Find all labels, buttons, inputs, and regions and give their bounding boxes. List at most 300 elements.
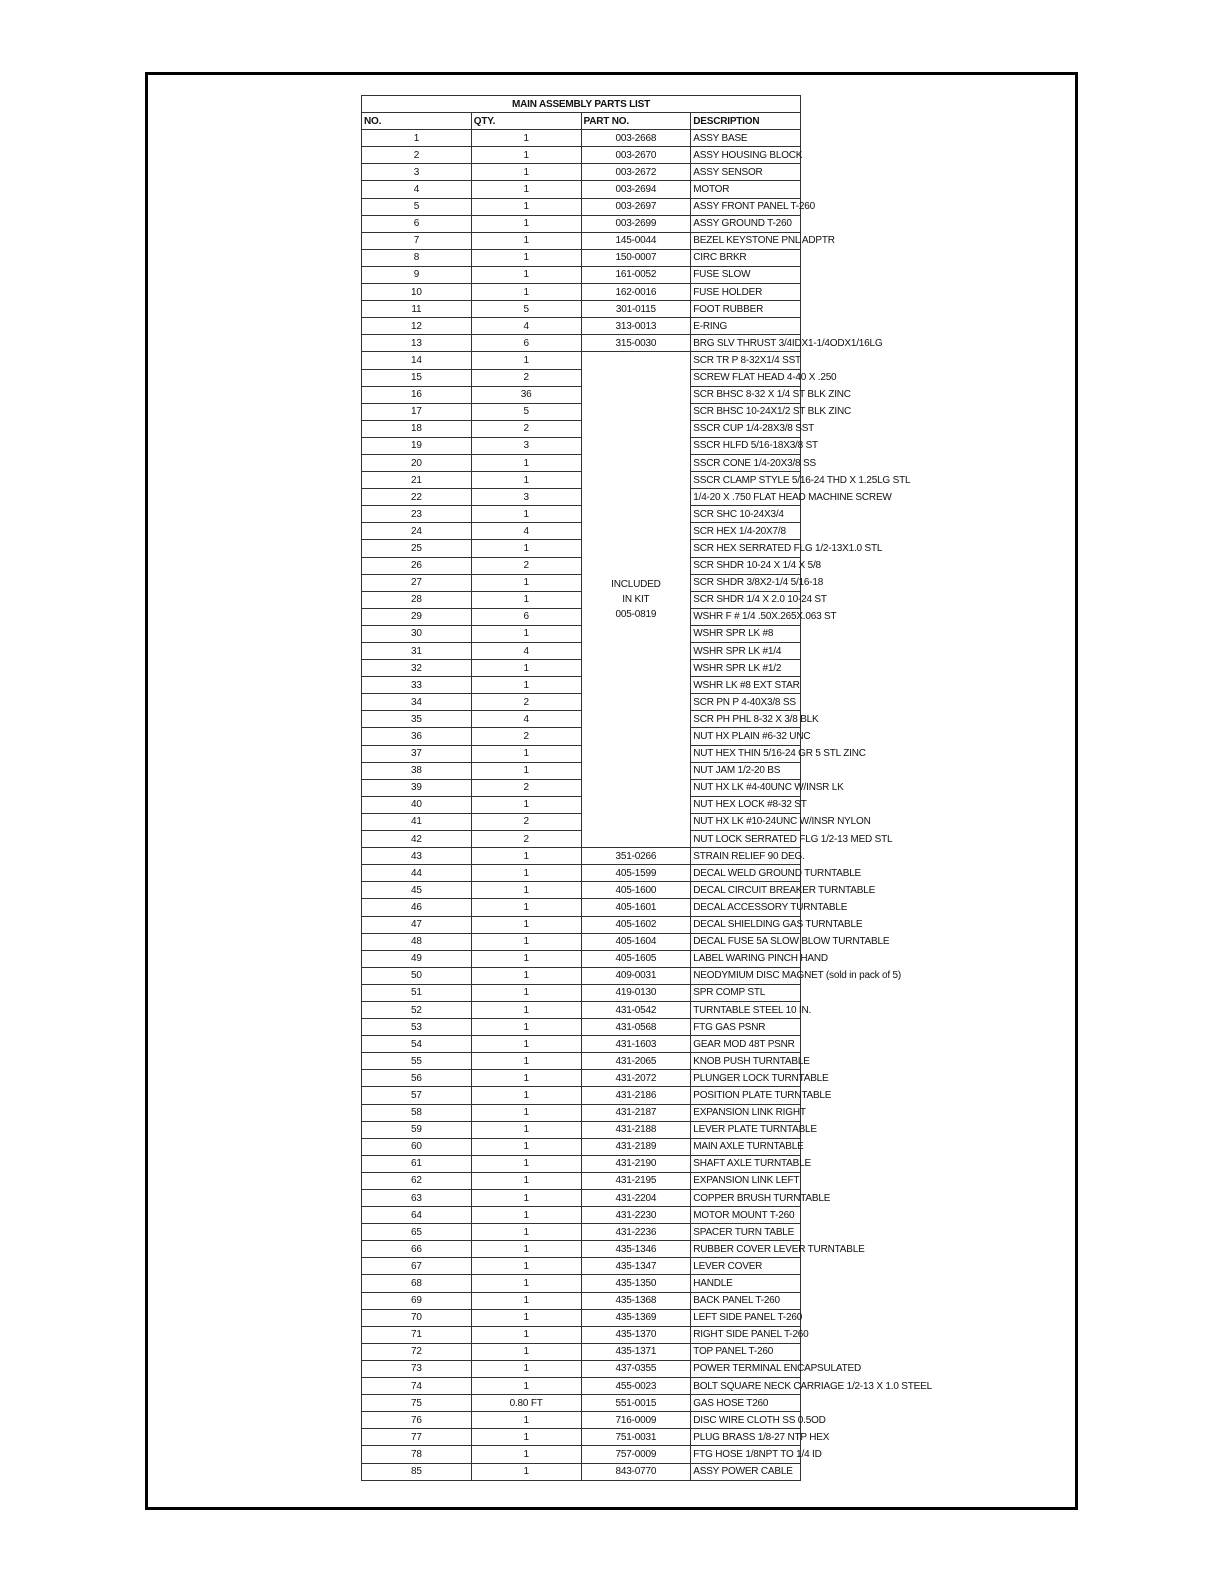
cell-no: 38: [362, 762, 472, 779]
cell-qty: 1: [471, 1121, 581, 1138]
cell-no: 65: [362, 1224, 472, 1241]
cell-no: 78: [362, 1446, 472, 1463]
cell-no: 68: [362, 1275, 472, 1292]
cell-no: 58: [362, 1104, 472, 1121]
cell-no: 76: [362, 1412, 472, 1429]
cell-no: 46: [362, 899, 472, 916]
cell-qty: 1: [471, 660, 581, 677]
cell-qty: 1: [471, 1190, 581, 1207]
table-title-row: [362, 96, 801, 113]
cell-no: 2: [362, 147, 472, 164]
cell-description: MAIN AXLE TURNTABLE: [691, 1138, 801, 1155]
cell-description: RIGHT SIDE PANEL T-260: [691, 1326, 801, 1343]
cell-description: SSCR CONE 1/4-20X3/8 SS: [691, 454, 801, 471]
table-row: [362, 1087, 801, 1104]
cell-qty: 2: [471, 728, 581, 745]
cell-no: 22: [362, 489, 472, 506]
cell-qty: 4: [471, 643, 581, 660]
cell-part-no: 455-0023: [581, 1378, 691, 1395]
cell-description: LEFT SIDE PANEL T-260: [691, 1309, 801, 1326]
cell-no: 63: [362, 1190, 472, 1207]
cell-description: NUT HX LK #4-40UNC W/INSR LK: [691, 779, 801, 796]
cell-qty: 1: [471, 933, 581, 950]
kit-note-line: IN KIT: [622, 594, 650, 606]
cell-no: 21: [362, 472, 472, 489]
table-row: [362, 1019, 801, 1036]
cell-qty: 1: [471, 1292, 581, 1309]
cell-no: 1: [362, 130, 472, 147]
cell-description: PLUNGER LOCK TURNTABLE: [691, 1070, 801, 1087]
cell-qty: 3: [471, 437, 581, 454]
table-row: [362, 916, 801, 933]
cell-qty: 6: [471, 335, 581, 352]
table-row: [362, 1172, 801, 1189]
cell-no: 28: [362, 591, 472, 608]
cell-no: 33: [362, 677, 472, 694]
cell-description: DECAL ACCESSORY TURNTABLE: [691, 899, 801, 916]
table-row: [362, 318, 801, 335]
cell-no: 50: [362, 967, 472, 984]
cell-description: FOOT RUBBER: [691, 301, 801, 318]
cell-description: ASSY BASE: [691, 130, 801, 147]
cell-no: 49: [362, 950, 472, 967]
cell-qty: 1: [471, 266, 581, 283]
cell-qty: 1: [471, 916, 581, 933]
table-row: [362, 1241, 801, 1258]
cell-no: 7: [362, 232, 472, 249]
cell-no: 62: [362, 1172, 472, 1189]
cell-qty: 1: [471, 745, 581, 762]
cell-description: ASSY HOUSING BLOCK: [691, 147, 801, 164]
cell-description: LEVER COVER: [691, 1258, 801, 1275]
cell-part-no: 431-2189: [581, 1138, 691, 1155]
cell-qty: 1: [471, 1326, 581, 1343]
cell-qty: 1: [471, 232, 581, 249]
cell-no: 12: [362, 318, 472, 335]
table-row: [362, 1190, 801, 1207]
cell-description: SCR BHSC 10-24X1/2 ST BLK ZINC: [691, 403, 801, 420]
table-row: [362, 984, 801, 1001]
cell-description: SCR SHDR 3/8X2-1/4 5/16-18: [691, 574, 801, 591]
cell-no: 8: [362, 249, 472, 266]
cell-no: 10: [362, 284, 472, 301]
table-row: [362, 882, 801, 899]
cell-qty: 6: [471, 608, 581, 625]
cell-qty: 1: [471, 1241, 581, 1258]
table-row: [362, 1053, 801, 1070]
cell-qty: 1: [471, 984, 581, 1001]
cell-no: 24: [362, 523, 472, 540]
table-row: [362, 1224, 801, 1241]
cell-description: SCR HEX SERRATED FLG 1/2-13X1.0 STL: [691, 540, 801, 557]
table-row: [362, 1138, 801, 1155]
table-row: [362, 848, 801, 865]
cell-no: 29: [362, 608, 472, 625]
cell-qty: 1: [471, 1036, 581, 1053]
cell-no: 57: [362, 1087, 472, 1104]
cell-no: 27: [362, 574, 472, 591]
cell-no: 71: [362, 1326, 472, 1343]
cell-qty: 2: [471, 813, 581, 830]
cell-qty: 1: [471, 967, 581, 984]
cell-qty: 1: [471, 1104, 581, 1121]
table-row: [362, 1292, 801, 1309]
cell-qty: 1: [471, 1360, 581, 1377]
cell-part-no: 431-2072: [581, 1070, 691, 1087]
cell-no: 60: [362, 1138, 472, 1155]
cell-part-no: 431-2065: [581, 1053, 691, 1070]
cell-description: FTG GAS PSNR: [691, 1019, 801, 1036]
cell-description: COPPER BRUSH TURNTABLE: [691, 1190, 801, 1207]
cell-part-no: 435-1368: [581, 1292, 691, 1309]
cell-qty: 1: [471, 1070, 581, 1087]
cell-qty: 1: [471, 762, 581, 779]
cell-part-no: 405-1599: [581, 865, 691, 882]
cell-qty: 1: [471, 1053, 581, 1070]
table-row: [362, 950, 801, 967]
cell-qty: 1: [471, 506, 581, 523]
cell-no: 20: [362, 454, 472, 471]
cell-part-no: 405-1601: [581, 899, 691, 916]
cell-no: 19: [362, 437, 472, 454]
header-qty: QTY.: [471, 113, 581, 130]
cell-no: 3: [362, 164, 472, 181]
cell-description: SCR HEX 1/4-20X7/8: [691, 523, 801, 540]
cell-qty: 1: [471, 625, 581, 642]
table-row: [362, 1395, 801, 1412]
cell-qty: 1: [471, 181, 581, 198]
table-row: [362, 266, 801, 283]
cell-qty: 1: [471, 1001, 581, 1018]
cell-part-no: 313-0013: [581, 318, 691, 335]
cell-description: GEAR MOD 48T PSNR: [691, 1036, 801, 1053]
cell-description: NUT LOCK SERRATED FLG 1/2-13 MED STL: [691, 831, 801, 848]
cell-description: SCR SHDR 10-24 X 1/4 X 5/8: [691, 557, 801, 574]
cell-description: NUT HX PLAIN #6-32 UNC: [691, 728, 801, 745]
cell-no: 31: [362, 643, 472, 660]
cell-qty: 4: [471, 318, 581, 335]
cell-part-no: 419-0130: [581, 984, 691, 1001]
cell-no: 61: [362, 1155, 472, 1172]
cell-part-no: 435-1371: [581, 1343, 691, 1360]
cell-description: BEZEL KEYSTONE PNL ADPTR: [691, 232, 801, 249]
cell-qty: 1: [471, 796, 581, 813]
cell-qty: 1: [471, 677, 581, 694]
table-row: [362, 284, 801, 301]
cell-qty: 1: [471, 1207, 581, 1224]
table-row: [362, 1275, 801, 1292]
table-row: [362, 181, 801, 198]
cell-description: WSHR SPR LK #1/2: [691, 660, 801, 677]
kit-note-line: INCLUDED: [611, 579, 661, 591]
cell-description: NUT HEX THIN 5/16-24 GR 5 STL ZINC: [691, 745, 801, 762]
cell-no: 64: [362, 1207, 472, 1224]
cell-qty: 1: [471, 1429, 581, 1446]
cell-description: BACK PANEL T-260: [691, 1292, 801, 1309]
cell-description: CIRC BRKR: [691, 249, 801, 266]
table-row: [362, 1343, 801, 1360]
table-row: [362, 198, 801, 215]
table-row: [362, 899, 801, 916]
table-row: [362, 1360, 801, 1377]
cell-qty: 1: [471, 1258, 581, 1275]
cell-description: ASSY POWER CABLE: [691, 1463, 801, 1480]
parts-list-table: [361, 95, 932, 1481]
cell-description: BRG SLV THRUST 3/4IDX1-1/4ODX1/16LG: [691, 335, 801, 352]
cell-description: RUBBER COVER LEVER TURNTABLE: [691, 1241, 801, 1258]
cell-qty: 1: [471, 1463, 581, 1480]
table-row: [362, 1412, 801, 1429]
cell-no: 59: [362, 1121, 472, 1138]
cell-description: NUT JAM 1/2-20 BS: [691, 762, 801, 779]
cell-no: 11: [362, 301, 472, 318]
cell-qty: 1: [471, 454, 581, 471]
cell-part-no: 405-1604: [581, 933, 691, 950]
cell-qty: 1: [471, 147, 581, 164]
cell-description: KNOB PUSH TURNTABLE: [691, 1053, 801, 1070]
cell-no: 75: [362, 1395, 472, 1412]
cell-description: MOTOR: [691, 181, 801, 198]
cell-qty: 2: [471, 694, 581, 711]
table-row: [362, 249, 801, 266]
cell-description: LABEL WARING PINCH HAND: [691, 950, 801, 967]
cell-description: SCR BHSC 8-32 X 1/4 ST BLK ZINC: [691, 386, 801, 403]
cell-qty: 1: [471, 215, 581, 232]
cell-description: WSHR SPR LK #1/4: [691, 643, 801, 660]
cell-qty: 2: [471, 831, 581, 848]
table-title: MAIN ASSEMBLY PARTS LIST: [362, 96, 801, 113]
cell-description: DISC WIRE CLOTH SS 0.5OD: [691, 1412, 801, 1429]
cell-no: 85: [362, 1463, 472, 1480]
cell-no: 15: [362, 369, 472, 386]
cell-description: DECAL SHIELDING GAS TURNTABLE: [691, 916, 801, 933]
cell-description: GAS HOSE T260: [691, 1395, 801, 1412]
cell-description: WSHR F # 1/4 .50X.265X.063 ST: [691, 608, 801, 625]
cell-part-no: 435-1369: [581, 1309, 691, 1326]
cell-no: 32: [362, 660, 472, 677]
table-row: [362, 1309, 801, 1326]
cell-part-no: 003-2668: [581, 130, 691, 147]
cell-no: 70: [362, 1309, 472, 1326]
cell-qty: 1: [471, 899, 581, 916]
cell-description: ASSY FRONT PANEL T-260: [691, 198, 801, 215]
cell-description: TOP PANEL T-260: [691, 1343, 801, 1360]
cell-description: SSCR CUP 1/4-28X3/8 SST: [691, 420, 801, 437]
cell-no: 42: [362, 831, 472, 848]
cell-no: 30: [362, 625, 472, 642]
cell-qty: 2: [471, 779, 581, 796]
cell-no: 9: [362, 266, 472, 283]
cell-part-no: 405-1605: [581, 950, 691, 967]
cell-part-no: 431-2187: [581, 1104, 691, 1121]
cell-qty: 1: [471, 591, 581, 608]
cell-description: DECAL FUSE 5A SLOW BLOW TURNTABLE: [691, 933, 801, 950]
table-row: [362, 164, 801, 181]
cell-part-no: 003-2699: [581, 215, 691, 232]
cell-description: BOLT SQUARE NECK CARRIAGE 1/2-13 X 1.0 STEEL: [691, 1378, 801, 1395]
cell-qty: 4: [471, 711, 581, 728]
cell-no: 73: [362, 1360, 472, 1377]
cell-qty: 36: [471, 386, 581, 403]
cell-no: 54: [362, 1036, 472, 1053]
cell-description: NUT HX LK #10-24UNC W/INSR NYLON: [691, 813, 801, 830]
cell-no: 67: [362, 1258, 472, 1275]
cell-part-no: 405-1602: [581, 916, 691, 933]
table-row: [362, 1326, 801, 1343]
cell-qty: 1: [471, 352, 581, 369]
table-row: [362, 352, 801, 369]
cell-part-no: 351-0266: [581, 848, 691, 865]
cell-no: 55: [362, 1053, 472, 1070]
cell-part-no: 757-0009: [581, 1446, 691, 1463]
cell-description: SCREW FLAT HEAD 4-40 X .250: [691, 369, 801, 386]
table-row: [362, 130, 801, 147]
cell-description: TURNTABLE STEEL 10 IN.: [691, 1001, 801, 1018]
cell-no: 4: [362, 181, 472, 198]
cell-no: 16: [362, 386, 472, 403]
cell-qty: 1: [471, 1446, 581, 1463]
cell-no: 40: [362, 796, 472, 813]
cell-description: FUSE SLOW: [691, 266, 801, 283]
cell-no: 39: [362, 779, 472, 796]
table-row: [362, 1104, 801, 1121]
cell-qty: 1: [471, 1172, 581, 1189]
cell-part-no: 162-0016: [581, 284, 691, 301]
cell-no: 77: [362, 1429, 472, 1446]
cell-description: FUSE HOLDER: [691, 284, 801, 301]
table-row: [362, 1429, 801, 1446]
cell-description: DECAL WELD GROUND TURNTABLE: [691, 865, 801, 882]
cell-qty: 1: [471, 472, 581, 489]
cell-qty: 5: [471, 301, 581, 318]
cell-no: 56: [362, 1070, 472, 1087]
cell-no: 37: [362, 745, 472, 762]
cell-description: STRAIN RELIEF 90 DEG.: [691, 848, 801, 865]
cell-qty: 1: [471, 1224, 581, 1241]
table-row: [362, 147, 801, 164]
cell-part-no: 301-0115: [581, 301, 691, 318]
cell-no: 74: [362, 1378, 472, 1395]
table-row: [362, 1463, 801, 1480]
cell-qty: 2: [471, 557, 581, 574]
cell-description: LEVER PLATE TURNTABLE: [691, 1121, 801, 1138]
cell-no: 41: [362, 813, 472, 830]
cell-qty: 1: [471, 540, 581, 557]
cell-part-no: 003-2697: [581, 198, 691, 215]
cell-part-no: 751-0031: [581, 1429, 691, 1446]
cell-qty: 1: [471, 950, 581, 967]
cell-no: 48: [362, 933, 472, 950]
cell-no: 26: [362, 557, 472, 574]
cell-qty: 5: [471, 403, 581, 420]
cell-no: 43: [362, 848, 472, 865]
header-part-no: PART NO.: [581, 113, 691, 130]
cell-description: EXPANSION LINK RIGHT: [691, 1104, 801, 1121]
cell-qty: 4: [471, 523, 581, 540]
cell-part-no: 003-2694: [581, 181, 691, 198]
table-row: [362, 1258, 801, 1275]
cell-qty: 2: [471, 369, 581, 386]
table-row: [362, 1001, 801, 1018]
cell-no: 5: [362, 198, 472, 215]
table-row: [362, 1036, 801, 1053]
cell-qty: 1: [471, 1412, 581, 1429]
table-row: [362, 301, 801, 318]
table-row: [362, 1207, 801, 1224]
parts-table-body: [362, 130, 932, 1480]
table-row: [362, 1378, 801, 1395]
cell-qty: 0.80 FT: [471, 1395, 581, 1412]
cell-part-no: 435-1346: [581, 1241, 691, 1258]
table-row: [362, 232, 801, 249]
cell-no: 66: [362, 1241, 472, 1258]
cell-part-no: 435-1347: [581, 1258, 691, 1275]
cell-qty: 1: [471, 865, 581, 882]
cell-part-no: 431-2188: [581, 1121, 691, 1138]
cell-description: FTG HOSE 1/8NPT TO 1/4 ID: [691, 1446, 801, 1463]
cell-qty: 1: [471, 164, 581, 181]
cell-description: EXPANSION LINK LEFT: [691, 1172, 801, 1189]
cell-part-no: 551-0015: [581, 1395, 691, 1412]
cell-description: DECAL CIRCUIT BREAKER TURNTABLE: [691, 882, 801, 899]
cell-no: 47: [362, 916, 472, 933]
cell-no: 34: [362, 694, 472, 711]
table-header-row: [362, 113, 801, 130]
cell-description: SSCR CLAMP STYLE 5/16-24 THD X 1.25LG STL: [691, 472, 801, 489]
cell-description: SCR PH PHL 8-32 X 3/8 BLK: [691, 711, 801, 728]
cell-description: MOTOR MOUNT T-260: [691, 1207, 801, 1224]
cell-description: POSITION PLATE TURNTABLE: [691, 1087, 801, 1104]
cell-description: WSHR LK #8 EXT STAR: [691, 677, 801, 694]
cell-part-no: 431-2204: [581, 1190, 691, 1207]
table-row: [362, 1070, 801, 1087]
cell-no: 13: [362, 335, 472, 352]
cell-description: SHAFT AXLE TURNTABLE: [691, 1155, 801, 1172]
kit-note-cell: [581, 352, 691, 848]
cell-description: E-RING: [691, 318, 801, 335]
cell-no: 51: [362, 984, 472, 1001]
cell-qty: 3: [471, 489, 581, 506]
table-row: [362, 1446, 801, 1463]
cell-no: 25: [362, 540, 472, 557]
cell-no: 6: [362, 215, 472, 232]
cell-qty: 1: [471, 249, 581, 266]
cell-qty: 1: [471, 848, 581, 865]
cell-part-no: 431-2190: [581, 1155, 691, 1172]
cell-description: HANDLE: [691, 1275, 801, 1292]
kit-note-line: 005-0819: [615, 609, 657, 621]
cell-part-no: 431-2236: [581, 1224, 691, 1241]
cell-qty: 1: [471, 882, 581, 899]
cell-part-no: 437-0355: [581, 1360, 691, 1377]
cell-qty: 1: [471, 1343, 581, 1360]
cell-description: NEODYMIUM DISC MAGNET (sold in pack of 5): [691, 967, 801, 984]
cell-qty: 1: [471, 284, 581, 301]
cell-qty: 2: [471, 420, 581, 437]
cell-description: SSCR HLFD 5/16-18X3/8 ST: [691, 437, 801, 454]
cell-qty: 1: [471, 1155, 581, 1172]
table-row: [362, 1155, 801, 1172]
cell-no: 69: [362, 1292, 472, 1309]
cell-qty: 1: [471, 130, 581, 147]
cell-no: 52: [362, 1001, 472, 1018]
cell-no: 72: [362, 1343, 472, 1360]
table-row: [362, 967, 801, 984]
cell-description: SPACER TURN TABLE: [691, 1224, 801, 1241]
table-row: [362, 933, 801, 950]
cell-qty: 1: [471, 574, 581, 591]
cell-qty: 1: [471, 1275, 581, 1292]
